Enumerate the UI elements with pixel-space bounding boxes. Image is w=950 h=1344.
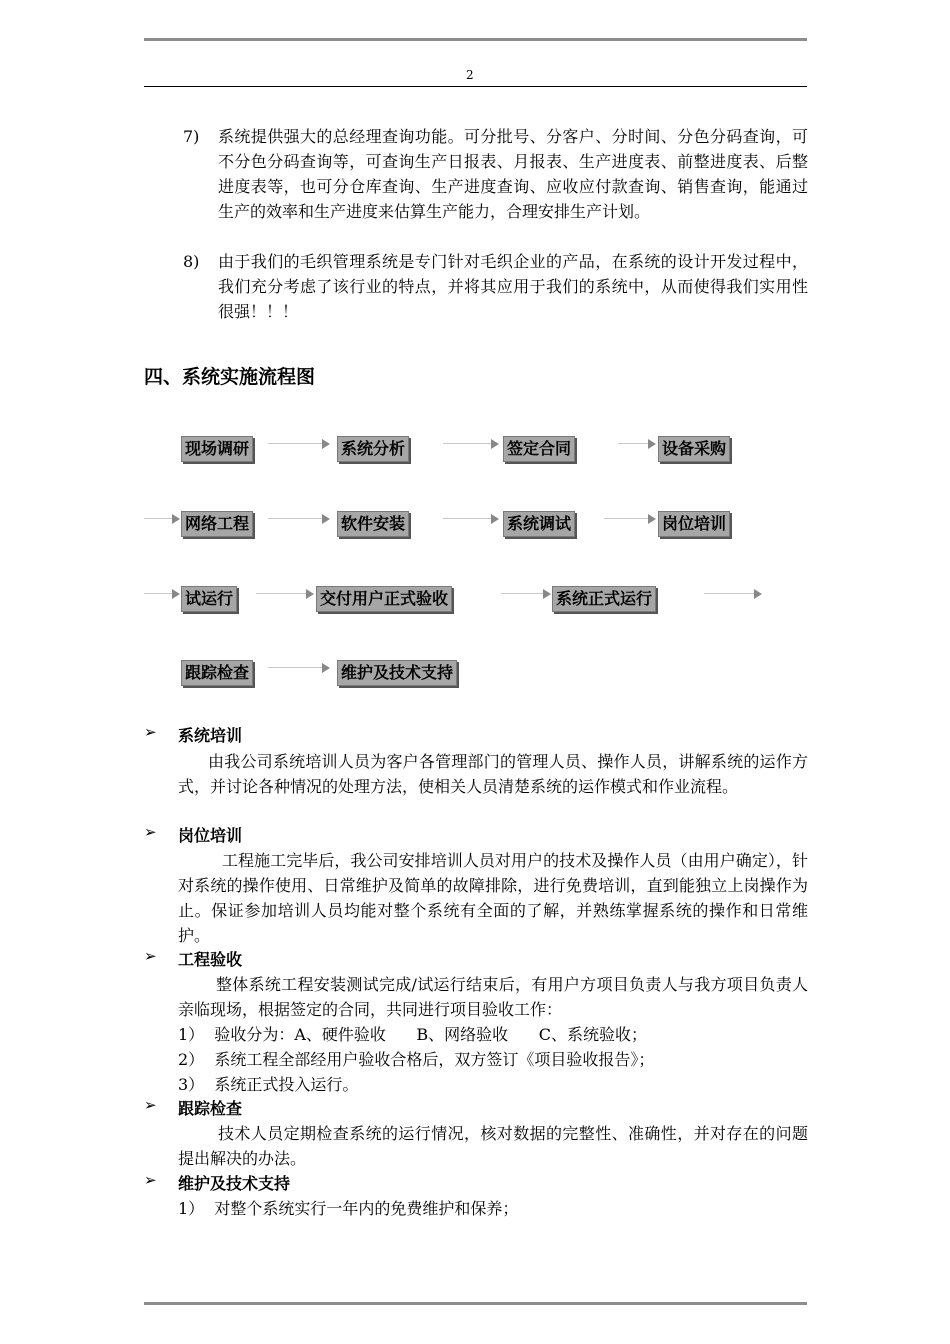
flow-step-software-install: 软件安装 (337, 511, 409, 537)
flow-step-system-debug: 系统调试 (503, 511, 575, 537)
flow-arrow (268, 439, 330, 449)
section-heading: 四、系统实施流程图 (144, 366, 316, 388)
flow-step-site-survey: 现场调研 (181, 436, 253, 462)
item-text: 系统提供强大的总经理查询功能。可分批号、分客户、分时间、分色分码查询，可不分色分码查询等，可查询生产日报表、月报表、生产进度表、前整进度表、后整进度表等，也可分仓库查询、生产进度查询、应收应付款查询、销售查询，能通过生产的效率和生产进度来估算生产能力，合理安排生产计划。 (218, 127, 808, 221)
bullet-arrow-icon: ➢ (144, 823, 157, 841)
acceptance-item-3: 3） 系统正式投入运行。 (178, 1075, 359, 1094)
flow-arrow (144, 514, 180, 524)
flow-arrow (604, 514, 656, 524)
flow-step-trial-run: 试运行 (181, 586, 237, 612)
item-number: 8) (183, 252, 200, 271)
bullet-arrow-icon: ➢ (144, 1096, 157, 1114)
bullet-title: 跟踪检查 (178, 1099, 243, 1118)
flow-arrow (501, 589, 551, 599)
bullet-paragraph: 整体系统工程安装测试完成/试运行结束后，有用户方项目负责人与我方项目负责人亲临现场，根据签定的合同，共同进行项目验收工作： (178, 975, 808, 1019)
flow-step-formal-operation: 系统正式运行 (552, 586, 656, 612)
flow-arrow (268, 663, 330, 673)
flow-step-maintenance-support: 维护及技术支持 (337, 660, 457, 686)
bullet-title: 岗位培训 (178, 826, 243, 845)
bullet-arrow-icon: ➢ (144, 947, 157, 965)
item-text: 由于我们的毛织管理系统是专门针对毛织企业的产品，在系统的设计开发过程中，我们充分考虑了该行业的特点，并将其应用于我们的系统中，从而使得我们实用性很强！！！ (218, 252, 808, 321)
bullet-title: 工程验收 (178, 950, 243, 969)
acceptance-item-2: 2） 系统工程全部经用户验收合格后，双方签订《项目验收报告》； (178, 1050, 655, 1069)
flow-arrow (704, 589, 762, 599)
bullet-paragraph: 由我公司系统培训人员为客户各管理部门的管理人员、操作人员，讲解系统的运作方式，并讨论各种情况的处理方法，使相关人员清楚系统的运作模式和作业流程。 (178, 752, 808, 796)
flow-arrow (443, 514, 499, 524)
acceptance-item-1: 1） 验收分为：A、硬件验收 B、网络验收 C、系统验收； (178, 1025, 647, 1044)
maintenance-item-1: 1） 对整个系统实行一年内的免费维护和保养； (178, 1199, 519, 1218)
flow-arrow (618, 439, 656, 449)
flow-arrow (268, 514, 330, 524)
flow-arrow (256, 589, 314, 599)
flow-arrow (144, 589, 180, 599)
flow-step-network-engineering: 网络工程 (181, 511, 253, 537)
bullet-arrow-icon: ➢ (144, 1171, 157, 1189)
flow-step-user-acceptance: 交付用户正式验收 (316, 586, 452, 612)
header-rule (144, 38, 807, 41)
bullet-title: 维护及技术支持 (178, 1174, 291, 1193)
flow-step-tracking-inspection: 跟踪检查 (181, 660, 253, 686)
flow-arrow (443, 439, 499, 449)
page-number: 2 (466, 68, 474, 82)
flow-step-job-training: 岗位培训 (658, 511, 730, 537)
bullet-arrow-icon: ➢ (144, 723, 157, 741)
bullet-paragraph: 工程施工完毕后，我公司安排培训人员对用户的技术及操作人员（由用户确定），针对系统的操作使用、日常维护及简单的故障排除，进行免费培训，直到能独立上岗操作为止。保证参加培训人员均能对整个系统有全面的了解，并熟练掌握系统的操作和日常维护。 (178, 851, 808, 945)
footer-rule (144, 1302, 807, 1305)
bullet-title: 系统培训 (178, 726, 243, 745)
bullet-paragraph: 技术人员定期检查系统的运行情况，核对数据的完整性、准确性，并对存在的问题提出解决的办法。 (178, 1124, 808, 1168)
flow-step-equipment-purchase: 设备采购 (658, 436, 730, 462)
flow-step-system-analysis: 系统分析 (337, 436, 409, 462)
flow-step-sign-contract: 签定合同 (503, 436, 575, 462)
header-underline (144, 86, 807, 87)
item-number: 7) (183, 127, 200, 146)
